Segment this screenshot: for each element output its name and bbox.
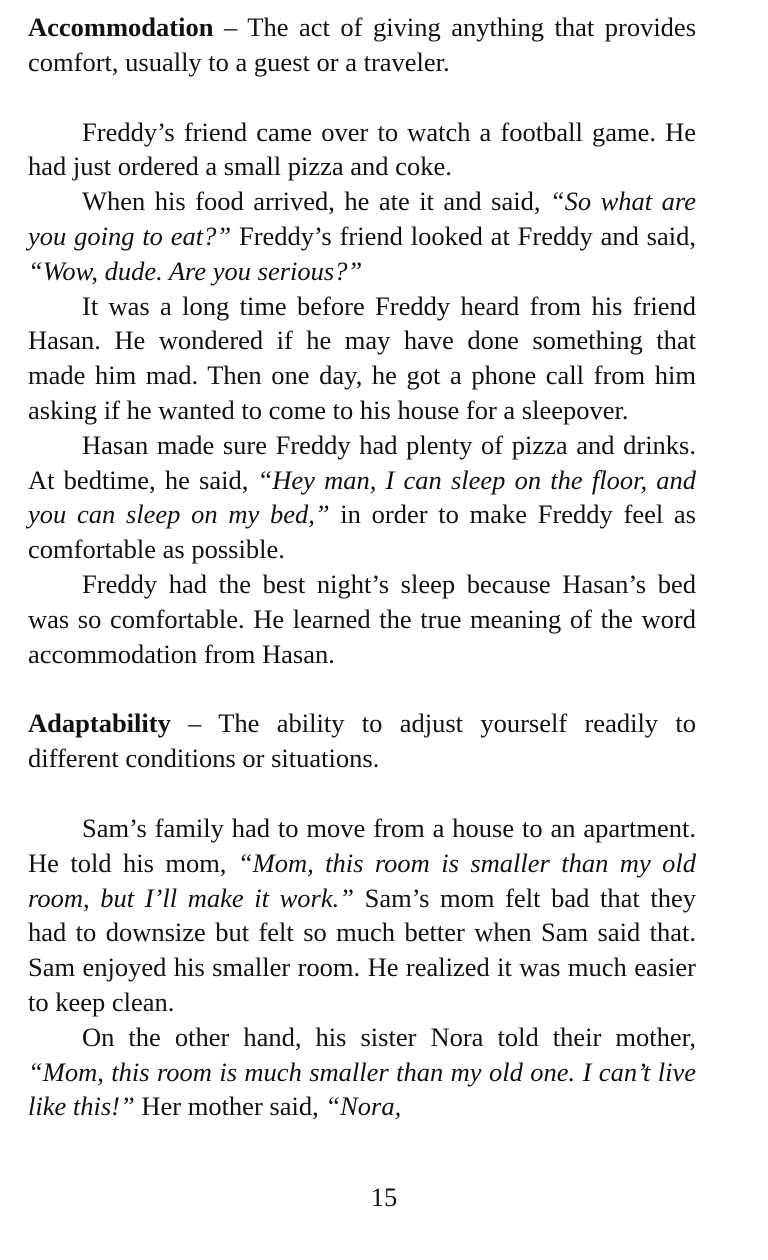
story-paragraph bbox=[28, 428, 696, 567]
entry-adaptability-heading bbox=[28, 706, 696, 776]
text-run: When his food arrived, he ate it and said, bbox=[82, 186, 550, 217]
story-paragraph bbox=[28, 567, 696, 671]
term-separator: – bbox=[170, 708, 219, 739]
text-run: Sam’s family had to move from a house to an apartment. He told his mom, bbox=[28, 812, 696, 878]
page-body bbox=[28, 10, 696, 1124]
entry-accommodation-heading bbox=[28, 10, 696, 80]
term-adaptability: Adaptability bbox=[28, 708, 171, 739]
quote-run: “Mom, this room is smaller than my old room, but I’ll make it work.” bbox=[28, 847, 696, 913]
text-run: On the other hand, his sister Nora told their mother, bbox=[82, 1021, 696, 1052]
term-separator: – bbox=[213, 12, 248, 42]
quote-run: “Wow, dude. Are you serious?” bbox=[28, 255, 363, 286]
text-run: It was a long time before Freddy heard from his friend Hasan. He wondered if he may have done something that made him mad. Then one day, he got a phone call from him asking if he wanted to come to his house for a sleepover. bbox=[28, 290, 696, 425]
quote-run: “So what are you going to eat?” bbox=[28, 186, 696, 251]
definition-adaptability: The ability to adjust yourself readily to different conditions or situations. bbox=[28, 708, 696, 774]
text-run: Sam’s mom felt bad that they had to downsize but felt so much better when Sam said that. Sam enjoyed his smaller room. He realized it was much easier to keep clean. bbox=[28, 882, 696, 1017]
story-paragraph bbox=[28, 115, 696, 185]
quote-run: “Mom, this room is much smaller than my old one. I can’t live like this!” bbox=[28, 1056, 696, 1122]
story-paragraph bbox=[28, 1020, 696, 1124]
text-run: Freddy’s friend looked at Freddy and said, bbox=[231, 220, 696, 251]
definition-accommodation: The act of giving anything that provides comfort, usually to a guest or a traveler. bbox=[28, 12, 697, 77]
text-run: Freddy had the best night’s sleep because Hasan’s bed was so comfortable. He learned the true meaning of the word accommodation from Hasan. bbox=[28, 568, 696, 669]
text-run: Hasan made sure Freddy had plenty of pizza and drinks. At bedtime, he said, bbox=[28, 429, 696, 495]
story-paragraph bbox=[28, 811, 696, 1020]
quote-run: “Nora, bbox=[325, 1091, 402, 1122]
page-number: 15 bbox=[370, 1182, 398, 1212]
text-run: in order to make Freddy feel as comfortable as possible. bbox=[28, 499, 696, 565]
text-run: Freddy’s friend came over to watch a football game. He had just ordered a small pizza and coke. bbox=[28, 116, 696, 182]
quote-run: “Hey man, I can sleep on the floor, and you can sleep on my bed,” bbox=[28, 464, 696, 530]
story-paragraph bbox=[28, 289, 696, 428]
story-paragraph bbox=[28, 184, 696, 288]
term-accommodation: Accommodation bbox=[28, 12, 214, 42]
text-run: Her mother said, bbox=[134, 1091, 326, 1122]
